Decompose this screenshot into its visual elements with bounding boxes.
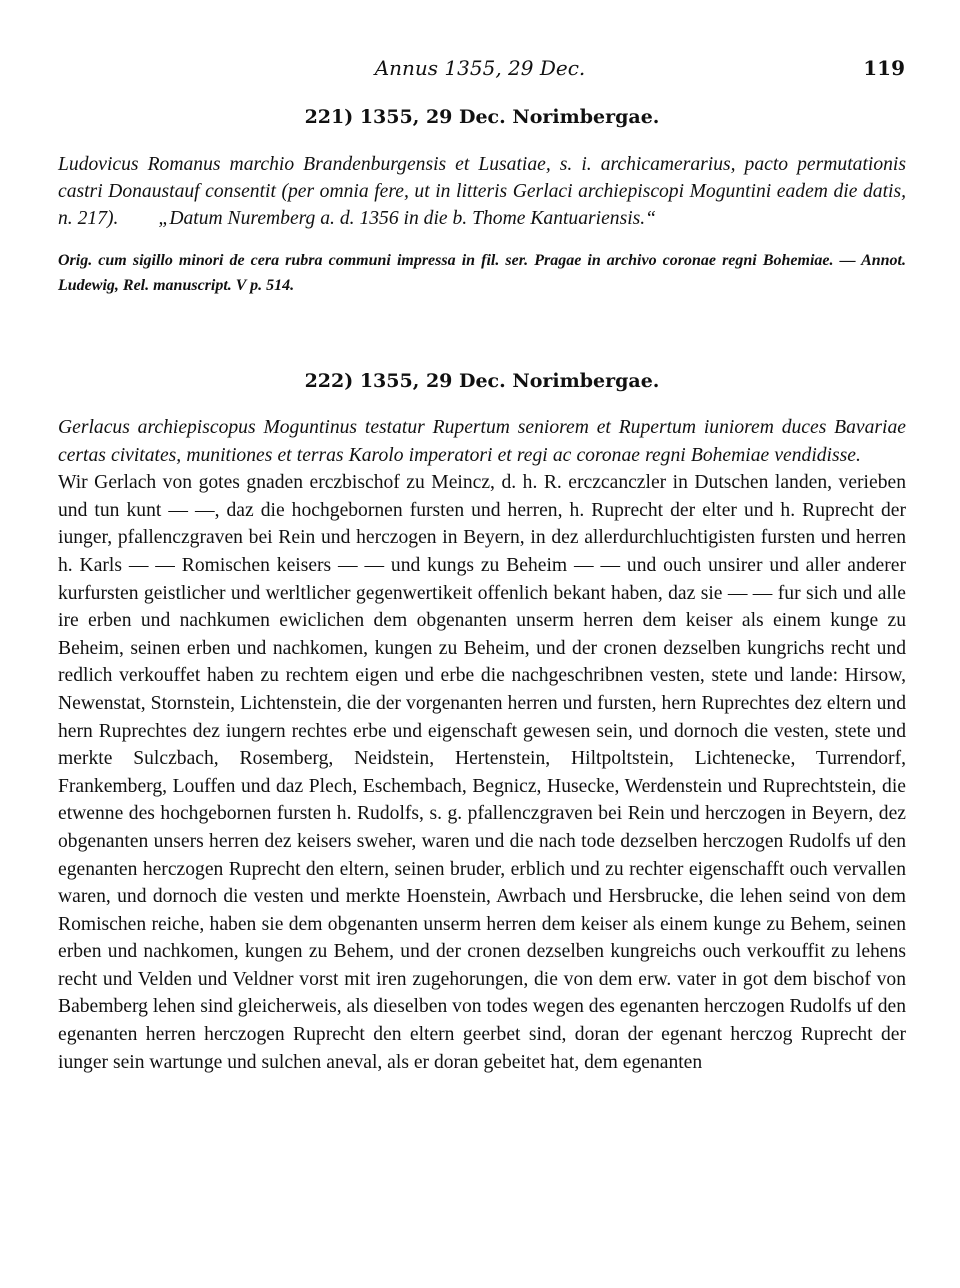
doc-222 [58, 367, 906, 1076]
doc-221-regest-text: Ludovicus Romanus marchio Brandenburgensis et Lusatiae, s. i. archicamerarius, pacto permutationis castri Donaustauf consentit (per omnia fere, ut in litteris Gerlaci archiepiscopi Moguntini eadem die datis, n. 217). [58, 154, 906, 229]
doc-221-date-quote: „Datum Nuremberg a. d. 1356 in die b. Thome Kantuariensis.“ [158, 207, 657, 229]
doc-222-text [58, 445, 906, 1073]
running-head-title: Annus 1355, 29 Dec. [374, 56, 586, 80]
doc-222-regest-text: Gerlacus archiepiscopus Moguntinus testatur Rupertum seniorem et Rupertum iuniorem duces Bavariae certas civitates, munitiones et terras Karolo imperatori et regi ac coronae regni Bohemiae vendidisse. [58, 417, 906, 466]
doc-222-regest [58, 417, 906, 466]
doc-221-heading: 221) 1355, 29 Dec. Norimbergae. [304, 106, 660, 128]
doc-222-heading: 222) 1355, 29 Dec. Norimbergae. [304, 370, 660, 392]
page-number: 119 [863, 56, 905, 80]
doc-221-regest [58, 152, 906, 232]
doc-221-archival-note: Orig. cum sigillo minori de cera rubra communi impressa in fil. ser. Pragae in archivo coronae regni Bohemiae. — Annot. Ludewig, Rel. manuscript. V p. 514. [58, 252, 906, 295]
running-head [0, 56, 960, 86]
doc-222-charter-text: Wir Gerlach von gotes gnaden erczbischof zu Meincz, d. h. R. erczcanczler in Dutschen landen, verieben und tun kunt — —, daz die hochgebornen fursten und herren, h. Ruprecht der elter und h. Ruprecht der iunger, pfallenczgraven bei Rein und herczogen in Beyern, in dez allerdurchluchtigisten fursten und herren h. Karls — — Romischen keisers — — und kungs zu Beheim — — und ouch unsirer und aller anderer kurfursten geistlicher und werltlicher gegenwertikeit offenlich bekant haben, daz sie — — fur sich und alle ire erben und nachkumen ewiclichen dem obgenanten unserm herren dem keiser als einem kunge zu Beheim, seinen erben und nachkomen, kungen zu Beheim, und der cronen dezselben kungrichs recht und redlich verkouffet haben zu rechtem eigen und erbe die nachgeschribnen vesten, stete und lande: Hirsow, Newenstat, Stornstein, Lichtenstein, die der vorgenanten herren und fursten, hern Ruprechtes dez eltern und hern Ruprechtes dez iungern rechtes erbe und eigenschaft gewesen sein, und dornoch die vesten, stete und merkte Sulczbach, Rosemberg, Neidstein, Hertenstein, Hiltpoltstein, Lichtenecke, Turrendorf, Frankemberg, Louffen und daz Plech, Eschembach, Begnicz, Husecke, Werdenstein und Ruprechtstein, die etwenne des hochgebornen fursten h. Rudolfs, s. g. pfallenczgraven bei Rein und herczogen in Beyern, dez obgenanten unsers herren dez keisers sweher, waren und die nach tode dezselben herczogen Rudolfs uf den egenanten herczogen Ruprecht den eltern, seinen bruder, erblich und zu rechter eigenschafft ouch vervallen waren, und dornoch die vesten und merkte Hoenstein, Awrbach und Hersbrucke, die lehen seind von dem Romischen reiche, haben sie dem obgenanten unserm herren dem keiser als einem kunge zu Behem, seinen erben und nachkomen, kungen zu Behem, und der cronen dezselben kungreichs ouch verkouffit zu lehens recht und Velden und Veldner vorst mit iren zugehorungen, die von dem erw. vater in got dem bischof von Babemberg lehen sind gleicherweis, als dieselben von todes wegen des egenanten herczogen Rudolfs uf den egenanten herren herczogen Ruprecht den eltern geerbet sind, doran der egenant herczog Ruprecht der iunger sein wartunge und sulchen aneval, als er doran gebeitet hat, dem egenanten [58, 472, 906, 1073]
doc-222-content [58, 414, 906, 1076]
doc-221 [58, 103, 906, 298]
